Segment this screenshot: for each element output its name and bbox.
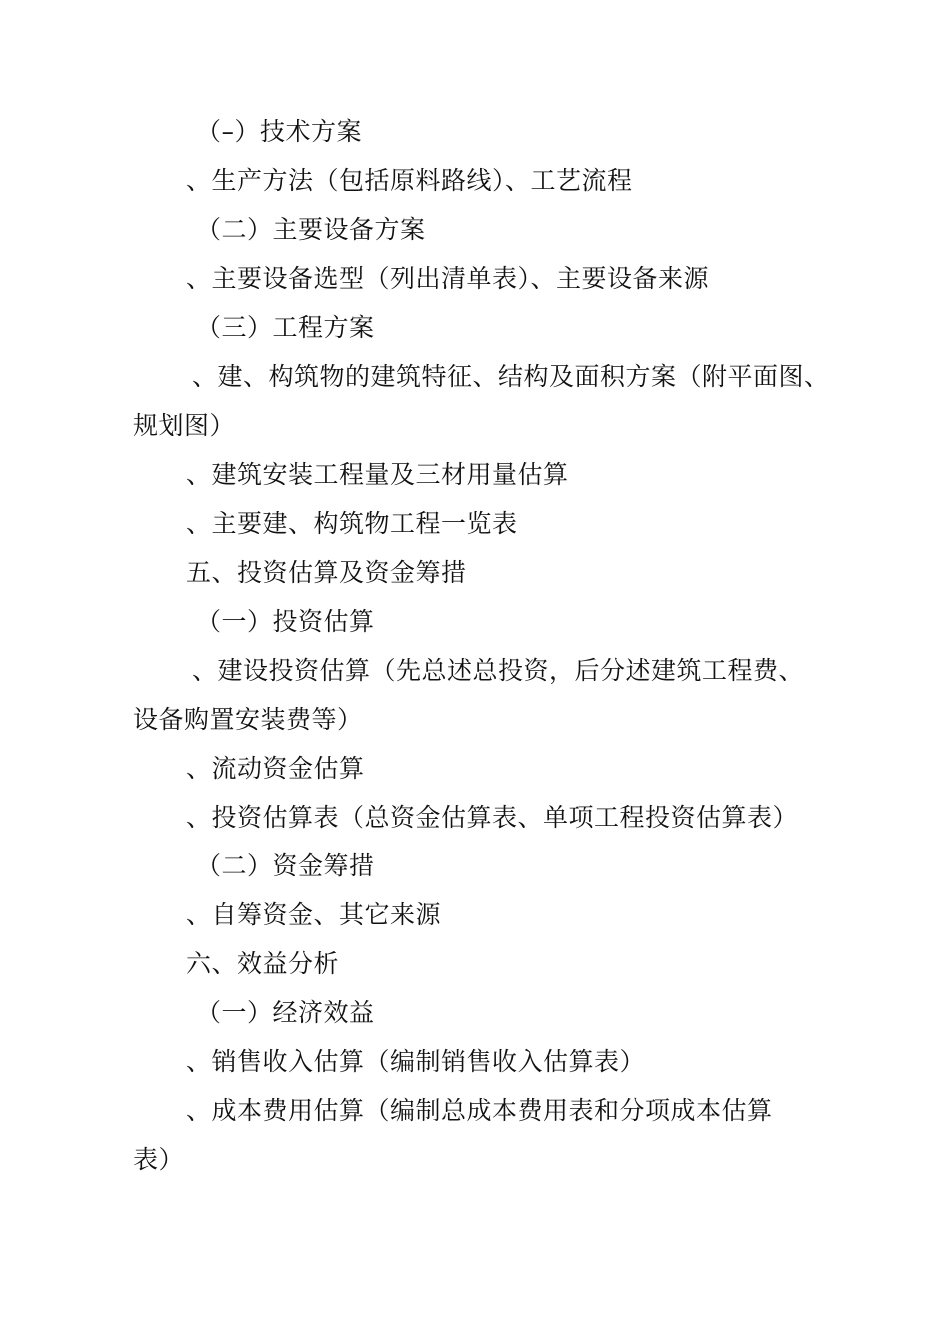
list-item-continuation: 表）	[133, 1145, 185, 1174]
section-heading-investment: 五、投资估算及资金筹措	[186, 558, 467, 587]
list-item: 、建筑安装工程量及三材用量估算	[186, 460, 569, 489]
list-item: 、投资估算表（总资金估算表、单项工程投资估算表）	[186, 803, 799, 832]
subsection-heading-technical-plan: （–）技术方案	[196, 117, 363, 146]
list-item: 、主要设备选型（列出清单表）、主要设备来源	[186, 264, 710, 293]
section-heading-benefit-analysis: 六、效益分析	[186, 949, 340, 978]
subsection-heading-investment-estimate: （一）投资估算	[196, 607, 375, 636]
list-item: 、建设投资估算（先总述总投资，后分述建筑工程费、	[192, 656, 805, 685]
list-item: 、自筹资金、其它来源	[186, 900, 442, 929]
list-item: 、生产方法（包括原料路线）、工艺流程	[186, 166, 633, 195]
list-item: 、流动资金估算	[186, 754, 365, 783]
subsection-heading-economic-benefit: （一）经济效益	[196, 998, 375, 1027]
list-item: 、成本费用估算（编制总成本费用表和分项成本估算	[186, 1096, 773, 1125]
list-item: 、建、构筑物的建筑特征、结构及面积方案（附平面图、	[192, 362, 830, 391]
list-item-continuation: 规划图）	[133, 411, 236, 440]
list-item-continuation: 设备购置安装费等）	[133, 705, 363, 734]
list-item: 、主要建、构筑物工程一览表	[186, 509, 518, 538]
subsection-heading-fundraising: （二）资金筹措	[196, 851, 375, 880]
list-item: 、销售收入估算（编制销售收入估算表）	[186, 1047, 646, 1076]
subsection-heading-engineering-plan: （三）工程方案	[196, 313, 375, 342]
subsection-heading-equipment-plan: （二）主要设备方案	[196, 215, 426, 244]
